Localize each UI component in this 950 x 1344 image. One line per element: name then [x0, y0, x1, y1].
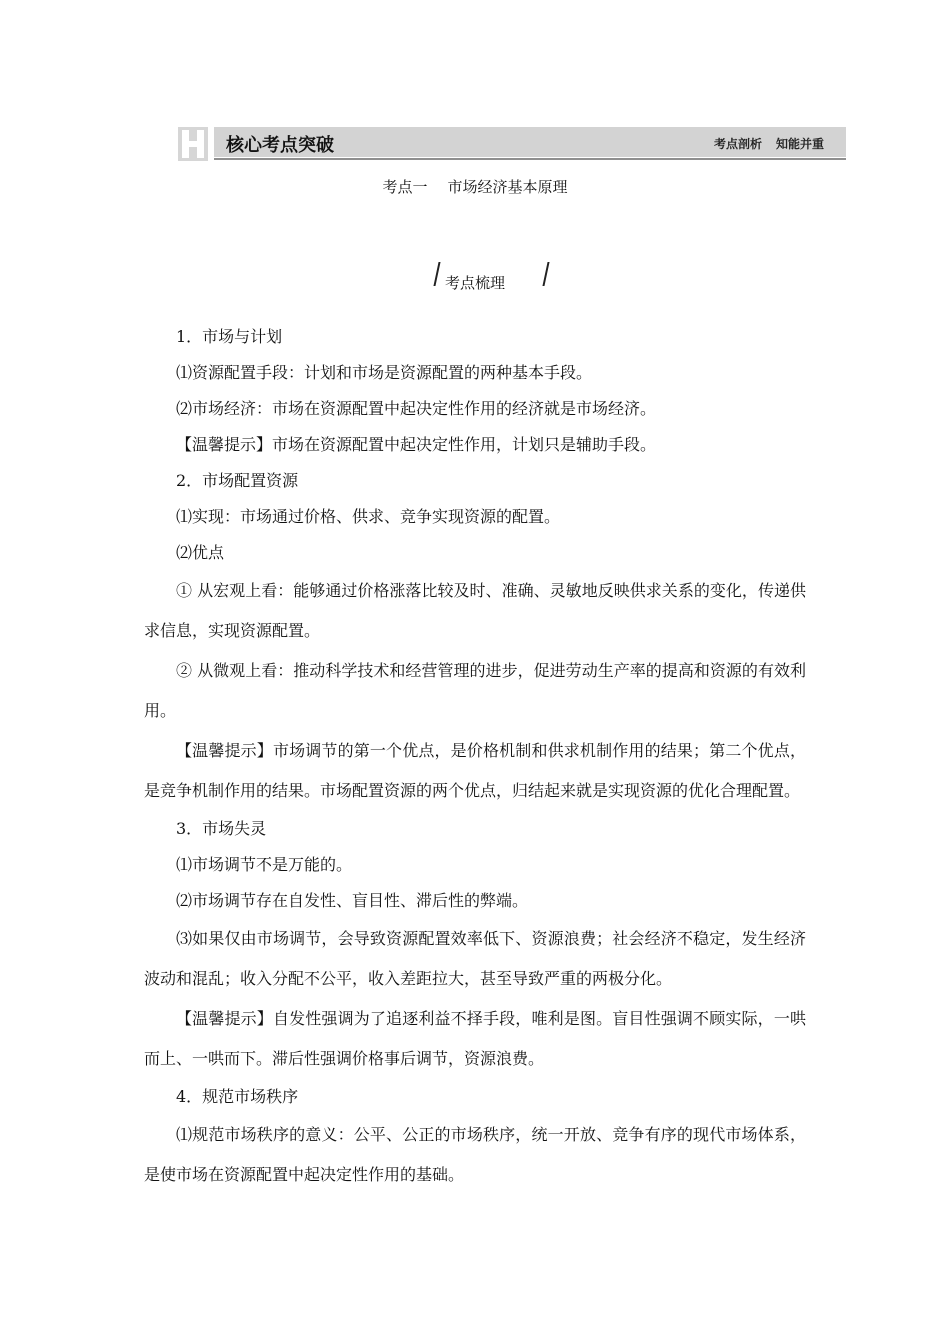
- section-banner: [178, 127, 846, 161]
- tip-paragraph: 【温馨提示】市场在资源配置中起决定性作用，计划只是辅助手段。: [176, 435, 657, 454]
- paragraph: ⑴规范市场秩序的意义：公平、公正的市场秩序，统一开放、竞争有序的现代市场体系，是使市场在资源配置中起决定性作用的基础。: [144, 1125, 806, 1184]
- banner-subtitle: [714, 135, 824, 152]
- paragraph: ① 从宏观上看：能够通过价格涨落比较及时、准确、灵敏地反映供求关系的变化，传递供求信息，实现资源配置。: [144, 581, 806, 640]
- point-heading: [0, 176, 950, 197]
- section-title: 考点梳理: [444, 274, 505, 292]
- heading-market-failure: 3．市场失灵: [176, 819, 267, 838]
- h-logo-icon: [178, 127, 208, 161]
- paragraph: ⑵市场调节存在自发性、盲目性、滞后性的弊端。: [176, 891, 529, 910]
- section-heading: [0, 262, 950, 292]
- paragraph: ② 从微观上看：推动科学技术和经营管理的进步，促进劳动生产率的提高和资源的有效利用。: [144, 661, 806, 720]
- banner-subtitle-right: 知能并重: [775, 137, 824, 151]
- banner-title: 核心考点突破: [226, 135, 334, 156]
- document-body: [144, 319, 806, 1195]
- paragraph: ⑵市场经济：市场在资源配置中起决定性作用的经济就是市场经济。: [176, 399, 657, 418]
- tip-paragraph: 【温馨提示】自发性强调为了追逐利益不择手段，唯利是图。盲目性强调不顾实际，一哄而上、一哄而下。滞后性强调价格事后调节，资源浪费。: [144, 1009, 806, 1068]
- paragraph: ⑴资源配置手段：计划和市场是资源配置的两种基本手段。: [176, 363, 593, 382]
- point-name: 市场经济基本原理: [447, 178, 568, 196]
- paragraph: ⑶如果仅由市场调节，会导致资源配置效率低下、资源浪费；社会经济不稳定，发生经济波动和混乱；收入分配不公平，收入差距拉大，甚至导致严重的两极分化。: [144, 929, 806, 988]
- point-label: 考点一: [382, 178, 428, 196]
- banner-underline: [214, 158, 846, 160]
- paragraph: ⑵优点: [176, 543, 225, 562]
- tip-paragraph: 【温馨提示】市场调节的第一个优点，是价格机制和供求机制作用的结果；第二个优点，是竞争机制作用的结果。市场配置资源的两个优点，归结起来就是实现资源的优化合理配置。: [144, 741, 806, 800]
- banner-subtitle-left: 考点剖析: [713, 137, 762, 151]
- heading-market-allocation: 2．市场配置资源: [176, 471, 299, 490]
- paragraph: ⑴市场调节不是万能的。: [176, 855, 353, 874]
- heading-market-order: 4．规范市场秩序: [176, 1087, 299, 1106]
- paragraph: ⑴实现：市场通过价格、供求、竞争实现资源的配置。: [176, 507, 561, 526]
- heading-market-and-plan: 1．市场与计划: [176, 327, 283, 346]
